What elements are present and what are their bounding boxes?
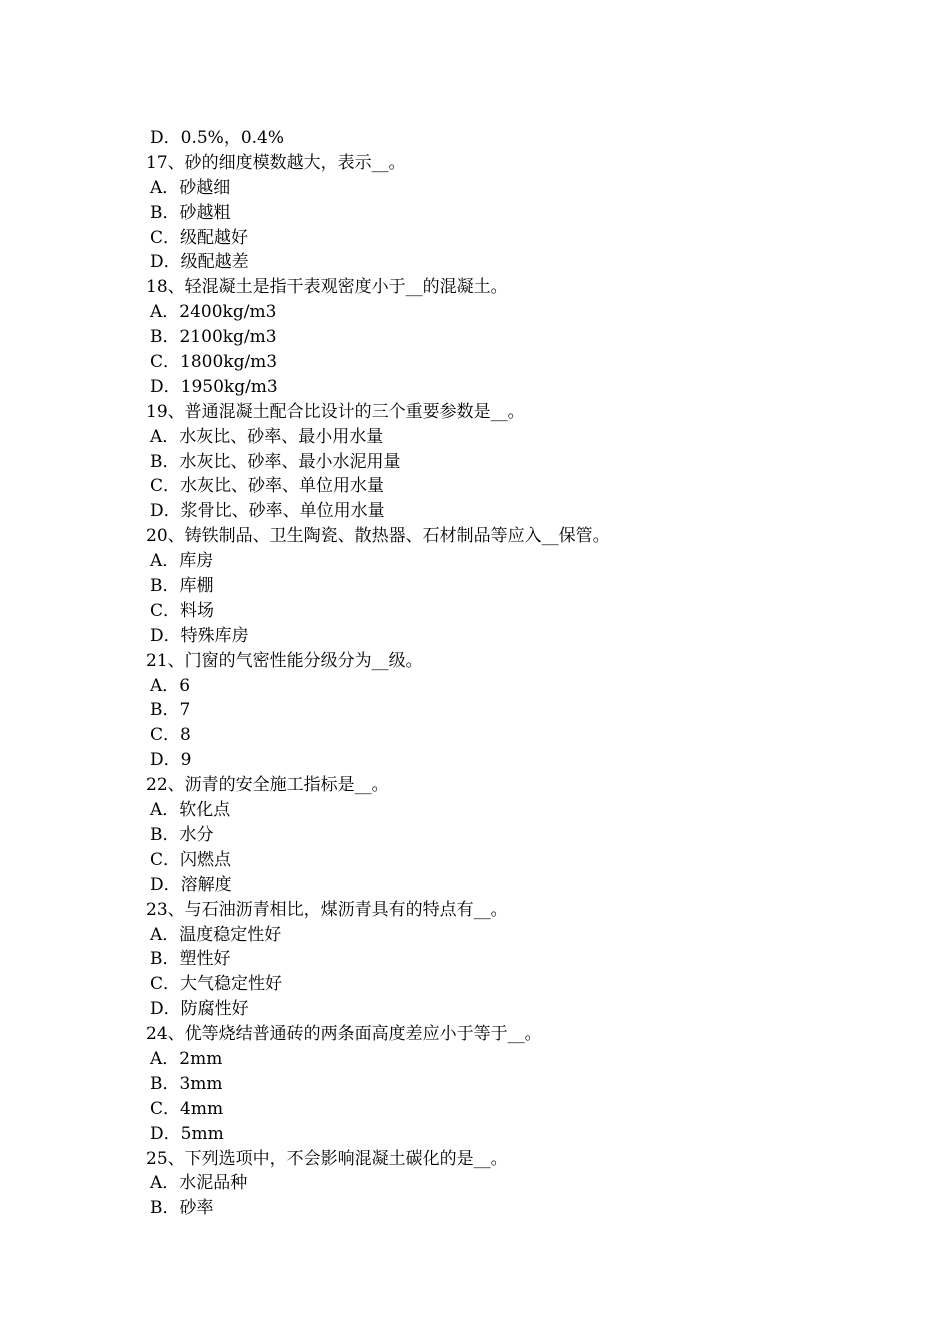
question-text: 19、普通混凝土配合比设计的三个重要参数是__。 (146, 401, 525, 422)
answer-option: D．9 (150, 750, 192, 771)
question-text: 23、与石油沥青相比，煤沥青具有的特点有__。 (146, 899, 508, 920)
answer-option: A．2mm (150, 1048, 223, 1069)
answer-option: D．0.5%，0.4% (150, 128, 285, 148)
document-body (146, 126, 866, 1221)
answer-option: B．砂率 (150, 1198, 214, 1219)
answer-option: C．级配越好 (150, 227, 249, 248)
question-text: 17、砂的细度模数越大，表示__。 (146, 152, 406, 173)
answer-option: A．库房 (150, 551, 214, 572)
question-text: 24、优等烧结普通砖的两条面高度差应小于等于__。 (146, 1024, 542, 1045)
answer-option: A．6 (150, 675, 191, 696)
answer-option: B．7 (150, 700, 191, 721)
answer-option: C．闪燃点 (150, 849, 232, 870)
answer-option: D．防腐性好 (150, 999, 249, 1020)
answer-option: A．温度稳定性好 (150, 924, 282, 945)
answer-option: B．水分 (150, 824, 214, 845)
answer-option: D．浆骨比、砂率、单位用水量 (150, 501, 385, 522)
answer-option: B．2100kg/m3 (150, 327, 277, 348)
answer-option: A．软化点 (150, 800, 231, 821)
answer-option: C．料场 (150, 600, 215, 621)
answer-option: D．特殊库房 (150, 625, 249, 646)
question-text: 25、下列选项中，不会影响混凝土碳化的是__。 (146, 1148, 508, 1169)
answer-option: B．砂越粗 (150, 202, 231, 223)
answer-option: D．级配越差 (150, 252, 249, 273)
answer-option: C．水灰比、砂率、单位用水量 (150, 476, 385, 497)
answer-option: D．5mm (150, 1123, 224, 1144)
answer-option: D．1950kg/m3 (150, 376, 278, 397)
answer-option: C．4mm (150, 1098, 224, 1119)
answer-option: A．水泥品种 (150, 1173, 248, 1194)
answer-option: C．8 (150, 725, 191, 746)
answer-option: A．2400kg/m3 (150, 302, 277, 323)
question-text: 18、轻混凝土是指干表观密度小于__的混凝土。 (146, 277, 508, 298)
answer-option: A．砂越细 (150, 177, 231, 198)
answer-option: A．水灰比、砂率、最小用水量 (150, 426, 384, 447)
answer-option: B．库棚 (150, 576, 214, 597)
answer-option: B．塑性好 (150, 949, 231, 970)
question-text: 22、沥青的安全施工指标是__。 (146, 775, 389, 796)
answer-option: D．溶解度 (150, 874, 232, 895)
answer-option: B．水灰比、砂率、最小水泥用量 (150, 451, 401, 472)
answer-option: C．1800kg/m3 (150, 352, 278, 373)
question-text: 21、门窗的气密性能分级分为__级。 (146, 650, 423, 671)
answer-option: B．3mm (150, 1073, 223, 1094)
answer-option: C．大气稳定性好 (150, 974, 283, 995)
question-text: 20、铸铁制品、卫生陶瓷、散热器、石材制品等应入__保管。 (146, 526, 610, 547)
